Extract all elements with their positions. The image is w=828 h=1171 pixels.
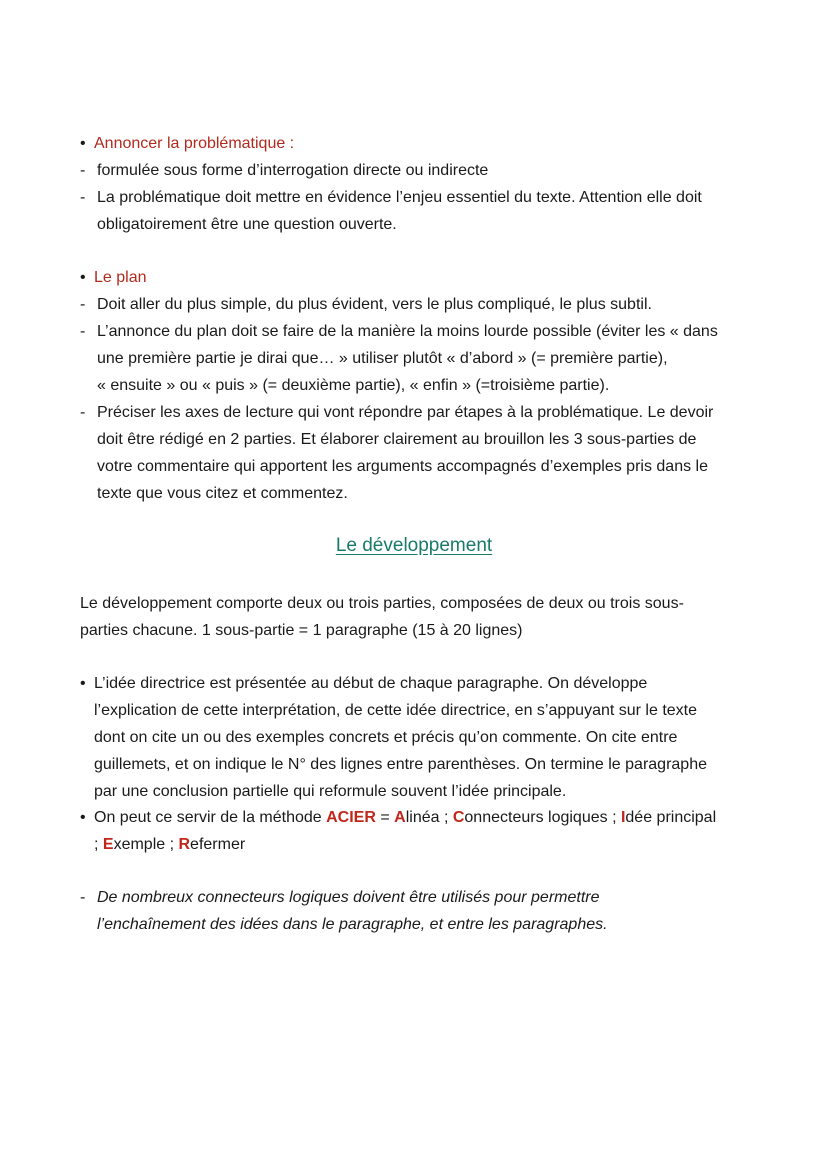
note-line: l’enchaînement des idées dans le paragraphe, et entre les paragraphes. xyxy=(97,916,608,933)
list-item-cont: une première partie je dirai que… » utiliser plutôt « d’abord » (= première partie), xyxy=(97,350,668,367)
list-item-cont: doit être rédigé en 2 parties. Et élaborer clairement au brouillon les 3 sous-parties de xyxy=(97,431,697,448)
list-item-cont: « ensuite » ou « puis » (= deuxième partie), « enfin » (=troisième partie). xyxy=(97,377,610,394)
acier-method-item: • On peut ce servir de la méthode ACIER = Alinéa ; Connecteurs logiques ; Idée principal xyxy=(80,804,716,831)
dash-icon: - xyxy=(80,162,86,179)
acier-method-item-cont: ; Exemple ; Refermer xyxy=(94,836,246,853)
paragraph-line: Le développement comporte deux ou trois parties, composées de deux ou trois sous- xyxy=(80,595,684,612)
bullet-item-cont: dont on cite un ou des exemples concrets et précis qu’on commente. On cite entre xyxy=(94,729,678,746)
dash-icon: - xyxy=(80,404,86,421)
paragraph-line: parties chacune. 1 sous-partie = 1 paragraphe (15 à 20 lignes) xyxy=(80,622,523,639)
list-item: formulée sous forme d’interrogation directe ou indirecte xyxy=(97,162,489,179)
list-item: L’annonce du plan doit se faire de la manière la moins lourde possible (éviter les « dans xyxy=(97,323,718,340)
list-item-cont: votre commentaire qui apportent les arguments accompagnés d’exemples pris dans le xyxy=(97,458,708,475)
dash-icon: - xyxy=(80,296,86,313)
bullet-icon: • xyxy=(80,809,86,826)
list-item: Préciser les axes de lecture qui vont répondre par étapes à la problématique. Le devoir xyxy=(97,404,714,421)
note-line: De nombreux connecteurs logiques doivent être utilisés pour permettre xyxy=(97,889,600,906)
section-heading-plan: • Le plan xyxy=(80,264,147,291)
bullet-icon: • xyxy=(80,135,86,152)
dash-icon: - xyxy=(80,889,86,906)
bullet-item-cont: l’explication de cette interprétation, de cette idée directrice, en s’appuyant sur le texte xyxy=(94,702,698,719)
list-item-cont: texte que vous citez et commentez. xyxy=(97,485,348,502)
dash-icon: - xyxy=(80,189,86,206)
section-heading-problematique: • Annoncer la problématique : xyxy=(80,130,294,157)
bullet-item: • L’idée directrice est présentée au début de chaque paragraphe. On développe xyxy=(80,670,647,697)
list-item-cont: obligatoirement être une question ouverte. xyxy=(97,216,397,233)
section-title-developpement: Le développement xyxy=(335,535,493,556)
bullet-item-cont: par une conclusion partielle qui reformule souvent l’idée principale. xyxy=(94,783,567,800)
dash-icon: - xyxy=(80,323,86,340)
list-item: Doit aller du plus simple, du plus évident, vers le plus compliqué, le plus subtil. xyxy=(97,296,652,313)
bullet-item-cont: guillemets, et on indique le N° des lignes entre parenthèses. On termine le paragraphe xyxy=(94,756,707,773)
bullet-icon: • xyxy=(80,269,86,286)
list-item: La problématique doit mettre en évidence l’enjeu essentiel du texte. Attention elle doit xyxy=(97,189,702,206)
bullet-icon: • xyxy=(80,675,86,692)
